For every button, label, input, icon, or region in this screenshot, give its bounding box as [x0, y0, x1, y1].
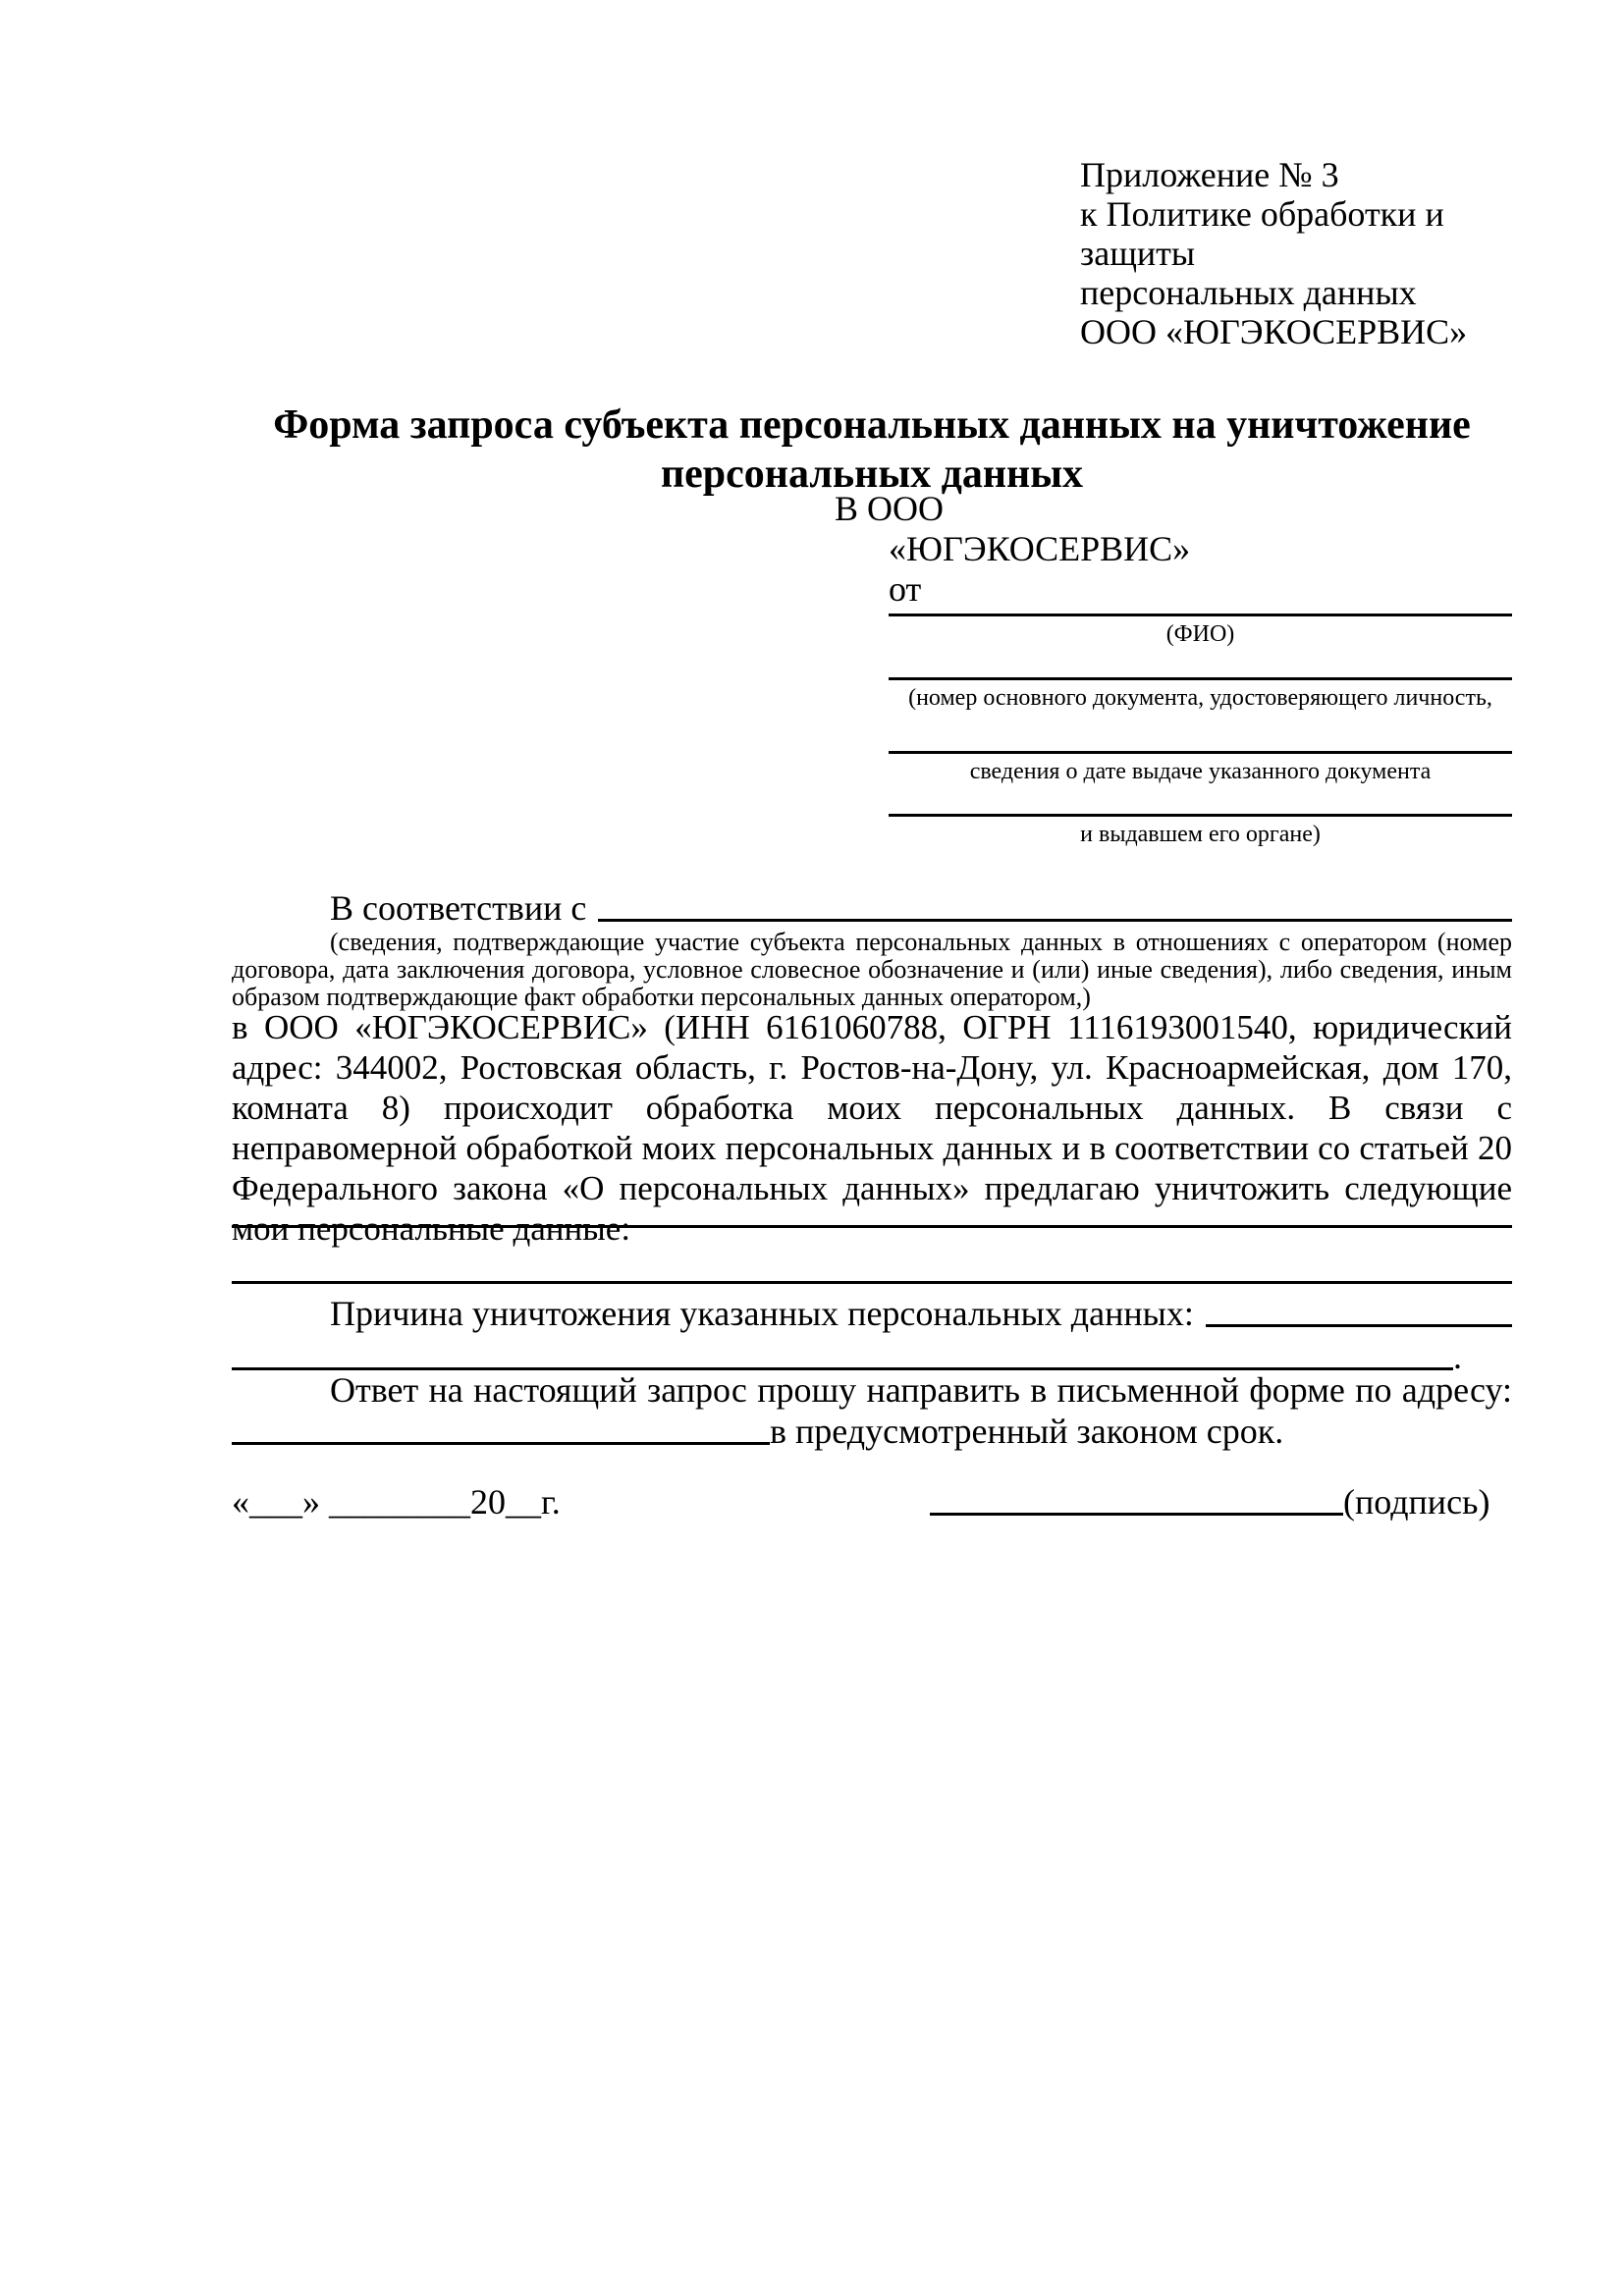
accordance-field-line [598, 919, 1512, 922]
data-to-destroy-line-2 [232, 1281, 1512, 1284]
address-field-line [232, 1442, 770, 1445]
doc-issuer-caption: и выдавшем его органе) [1080, 822, 1321, 847]
reason-trailing-period: . [1453, 1337, 1462, 1376]
addressee-from-label: от [889, 569, 922, 609]
response-address-row [232, 1412, 1512, 1452]
response-suffix: в предусмотренный законом срок. [770, 1412, 1284, 1451]
fio-caption: (ФИО) [1165, 621, 1235, 647]
doc-number-caption: (номер основного документа, удостоверяющего личность, [908, 685, 1492, 711]
appendix-line-1: Приложение № 3 [1080, 155, 1339, 194]
signature-row [930, 1482, 1512, 1522]
addressee-company-lead: В ООО [835, 489, 945, 528]
appendix-line-2: к Политике обработки и защиты [1080, 194, 1444, 273]
appendix-line-4: ООО «ЮГЭКОСЕРВИС» [1080, 312, 1468, 351]
signature-caption: (подпись) [1343, 1482, 1490, 1522]
doc-issue-date-field-line [889, 751, 1512, 754]
addressee-company-name: «ЮГЭКОСЕРВИС» [889, 529, 1191, 568]
signature-field-line [930, 1513, 1343, 1516]
doc-issuer-field-line [889, 814, 1512, 817]
response-request-text: Ответ на настоящий запрос прошу направить в письменной форме по адресу: [330, 1370, 1512, 1410]
accordance-lead: В соответствии с [330, 888, 587, 928]
form-title: Форма запроса субъекта персональных данных на уничтожение персональных данных [273, 402, 1471, 497]
doc-number-field-line [889, 677, 1512, 680]
reason-label: Причина уничтожения указанных персональных данных: [330, 1294, 1194, 1333]
fio-field-line [889, 614, 1512, 616]
accordance-note: (сведения, подтверждающие участие субъекта персональных данных в отношениях с оператором (номер договора, дата заключения договора, условное словесное обозначение и (или) иные сведения), либо сведения, иным образом подтверждающие факт обработки персональных данных оператором,) [232, 928, 1512, 1011]
body-paragraph: в ООО «ЮГЭКОСЕРВИС» (ИНН 6161060788, ОГРН 1116193001540, юридический адрес: 344002, Ростовская область, г. Ростов-на-Дону, ул. Красноармейская, дом 170, комната 8) происходит обработка моих персональных данных. В связи с неправомерной обработкой моих персональных данных и в соответствии со статьей 20 Федерального закона «О персональных данных» предлагаю уничтожить следующие мои персональные данные: [232, 1008, 1512, 1248]
appendix-line-3: персональных данных [1080, 273, 1417, 312]
date-placeholder: «___» ________20__г. [232, 1482, 561, 1522]
reason-field-line [1206, 1324, 1512, 1327]
appendix-block [1080, 155, 1542, 351]
accordance-row [232, 888, 1512, 929]
reason-row [232, 1294, 1512, 1334]
doc-issue-date-caption: сведения о дате выдаче указанного документа [969, 759, 1432, 784]
data-to-destroy-line-1 [232, 1225, 1512, 1228]
